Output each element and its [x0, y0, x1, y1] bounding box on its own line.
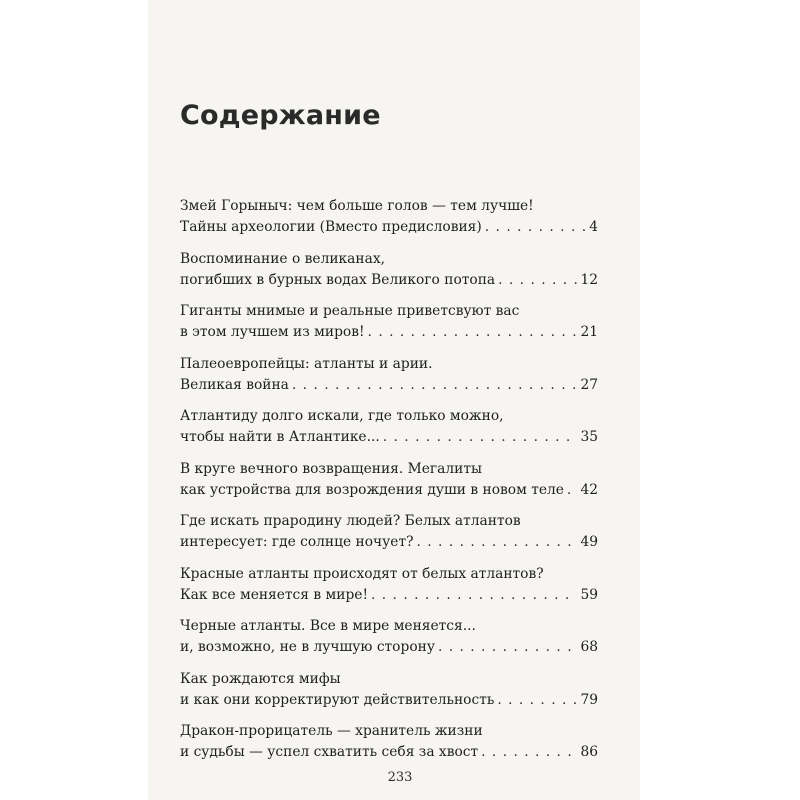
toc-line-2: [180, 585, 598, 606]
toc-line-1: Гиганты мнимые и реальные приветсвуют вас: [180, 303, 520, 319]
toc-entry: [180, 301, 598, 354]
toc-line-2: [180, 480, 598, 501]
toc-entry: [180, 616, 598, 669]
leader-dots: [371, 585, 577, 606]
toc-line-1: Где искать прародину людей? Белых атлантов: [180, 513, 521, 529]
toc-page-number: 21: [580, 324, 598, 340]
leader-dots: [497, 690, 577, 711]
toc-page-number: 79: [580, 691, 598, 708]
toc-line-2: [180, 375, 598, 396]
toc-page-number: 4: [589, 219, 598, 235]
toc-line-1: Воспоминание о великанах,: [180, 250, 385, 267]
toc-entry: [180, 721, 598, 774]
leader-dots: [481, 742, 577, 763]
toc-line-2-text: Как все меняется в мире!: [180, 586, 368, 603]
toc-line-2: [180, 637, 598, 658]
toc-page-number: 42: [580, 481, 598, 498]
toc-line-2: [180, 532, 598, 553]
toc-line-2-text: и как они корректируют действительность: [180, 691, 495, 708]
leader-dots: [383, 427, 578, 448]
toc-line-2-text: как устройства для возрождения души в новом теле: [180, 481, 564, 498]
leader-dots: [368, 322, 578, 343]
toc-page-number: 35: [580, 429, 598, 445]
toc-line-1: Как рождаются мифы: [180, 670, 341, 687]
toc-line-1: В круге вечного возвращения. Мегалиты: [180, 460, 482, 477]
toc-line-1: Змей Горыныч: чем больше голов — тем лучше!: [180, 198, 534, 214]
toc-line-1: Палеоевропейцы: атланты и арии.: [180, 355, 433, 372]
toc-line-1: Дракон-прорицатель — хранитель жизни: [180, 723, 483, 739]
toc-entry: [180, 564, 598, 617]
toc-line-2: [180, 427, 598, 448]
toc-page-number: 49: [580, 534, 598, 550]
toc-line-2: [180, 690, 598, 711]
toc-entry: [180, 669, 598, 722]
toc-entry: [180, 406, 598, 459]
toc-line-2-text: погибших в бурных водах Великого потопа: [180, 271, 496, 288]
leader-dots: [292, 375, 578, 396]
toc-line-2-text: чтобы найти в Атлантике...: [180, 429, 380, 445]
folio-page-number: 233: [387, 770, 413, 785]
toc-line-1: Черные атланты. Все в мире меняется...: [180, 618, 476, 634]
toc-page-number: 59: [580, 586, 598, 603]
toc-line-1: Красные атланты происходят от белых атлантов?: [180, 565, 544, 582]
toc-line-2: [180, 742, 598, 763]
leader-dots: [438, 637, 578, 658]
toc-page-number: 68: [580, 639, 598, 655]
leader-dots: [417, 532, 578, 553]
toc-line-2-text: Великая война: [180, 376, 289, 393]
toc-line-2-text: в этом лучшем из миров!: [180, 324, 365, 340]
page-title: Содержание: [180, 100, 381, 131]
toc-entry: [180, 249, 598, 302]
leader-dots: [485, 217, 586, 238]
leader-dots: [498, 270, 577, 291]
toc-line-2: [180, 270, 598, 291]
toc-line-2-text: Тайны археологии (Вместо предисловия): [180, 219, 482, 235]
toc-line-2-text: и судьбы — успел схватить себя за хвост: [180, 744, 479, 760]
toc-entry: [180, 196, 598, 249]
toc-page-number: 12: [580, 271, 598, 288]
toc-line-2: [180, 322, 598, 343]
toc-line-1: Атлантиду долго искали, где только можно,: [180, 408, 504, 424]
toc-entry: [180, 354, 598, 407]
table-of-contents: [180, 196, 598, 774]
toc-entry: [180, 511, 598, 564]
toc-line-2: [180, 217, 598, 238]
toc-line-2-text: интересует: где солнце ночует?: [180, 534, 414, 550]
toc-line-2-text: и, возможно, не в лучшую сторону: [180, 639, 435, 655]
toc-page-number: 86: [580, 744, 598, 760]
leader-dots: [567, 480, 578, 501]
toc-entry: [180, 459, 598, 512]
toc-page-number: 27: [580, 376, 598, 393]
